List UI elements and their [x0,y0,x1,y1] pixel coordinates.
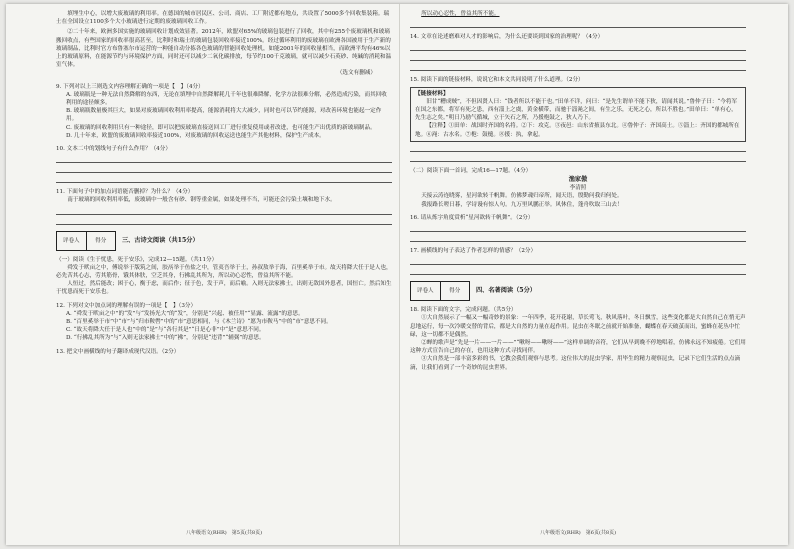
option-d: D. “行拂乱其所为”与“入则无法家拂士”中的“拂”，分别是“违背”“辅弼”的意思。 [66,335,265,342]
page-footer: 八年级语文(RHR) 第6页(共8页) [539,529,617,536]
passage-paragraph: 填埋生中心，以增大废玻璃的利用率。在德国的城市居民区、公司、商店、工厂附近都有地点，共设置了5000多个回收集装箱。瑞士在全国设立1100多个大小玻璃进行定期的废玻璃回收工作。 [56,11,390,26]
option-c: C. 废玻璃的回收利用只有一种途径，即可以把废玻璃直接送回工厂进行重复使用或者改进，也可能生产出优质的新玻璃制品。 [66,124,376,131]
section-title: 三、古诗文阅读（共15分） [122,236,199,244]
option-c: C. “故天将降大任于是人也”中的“是”与“各行其是”“日是心非”中“是”意思不同。 [66,327,265,334]
answer-line[interactable] [410,142,746,152]
answer-line[interactable] [56,173,392,183]
passage-paragraph: ②二十年来，欧洲多国实施的玻璃回收计划成效显著。2012年，欧盟对65%的玻璃包装进行了回收，其中有255个废玻璃机和玻璃搬回收点，有些国家的回收率很高甚至，比利时和瑞士的玻璃包装回收率接近100%。经过循环利用的废玻璃在欧洲各国被用于生产新的玻璃制品，比利时官方布鲁塞尔市运营的一种能自动分拣各色玻璃的智能回收处理机，如能2001年的回收量相当，而欧洲平均有46%以上的玻璃原料，在能源节约与环境保护方面，同时还可以减少二氧化碳排放，每节约100千克玻璃，就可以减少石英砂、纯碱的消耗和温室气体。 [56,29,392,69]
novel-excerpt: ②蝉的歌声是“先是一片——一片——”“啾呀——啾呀——”这样单调的音符，它们从早到晚不停地唱着，仿佛永远不知疲倦。它们用这种方式宣告自己的存在，也用这种方式寻找同伴。 [410,340,746,355]
question-15: 15. 阅读下面的链接材料，说说它和本文共同说明了什么道理。（2分） [410,77,584,84]
score-cell[interactable]: 得分 [95,237,107,244]
part-heading: （一）阅读《生于忧患，死于安乐》，完成12—15题。（共11分） [56,256,218,263]
classical-text: 舜发于畎亩之中，傅说举于版筑之间，胶鬲举于鱼盐之中，管夷吾举于士，孙叔敖举于海，百里奚举于市。故天将降大任于是人也，必先苦其心志，劳其筋骨，饿其体肤，空乏其身，行拂乱其所为，所以动心忍性，曾益其所不能。 [56,264,392,280]
link-material-text: 旧甘“糟成贼”，不但因贤人曰：“钱者所以不能干也。”田单不详，问曰：“是先生谓单不能下狄，请闻其说。”鲁仲子曰：“今将军在国之东都，将军有死之患，西有淄上之虞，黄金横带，而驰于淄渑之间，有生之乐，无死之心，所以不胜也。”田单曰：“单有心，先生志之矣。”明日乃励气循城，立于矢石之所，乃援枹鼓之，狄人乃下。 [415,98,738,122]
left-page [56,10,392,537]
part-heading: （二）阅读下面一首词，完成16—17题。（4分） [410,167,532,174]
section-title: 四、名著阅读（5分） [476,287,536,295]
answer-line[interactable] [410,61,746,71]
answer-line[interactable] [410,222,746,232]
answer-line[interactable] [56,163,392,173]
answer-line[interactable] [410,18,746,28]
novel-excerpt: ①大自然展示了一幅又一幅奇妙的景象：一年四季，花开花谢，草长莺飞，秋风落叶，冬日飘雪，这些变化都是大自然自己在悄无声息地运行，每一次冷暖交替的背后，都是大自然的力量在起作用。昆虫在冬眠之前就开始准备，蝴蝶在春天破茧而出，蜜蜂在花丛中忙碌，这一切都不是偶然。 [410,315,746,338]
score-box [410,281,470,301]
option-b: B. “百里奚举于市”中“市”与“归市鞍辔”中的“市”意思相同，与《木兰诗》“愿为市鞍马”中的“市”意思不同。 [66,319,332,326]
grader-cell: 评卷人 [57,232,87,250]
right-page [410,10,746,537]
link-material-notes: 【注释】①田单：战国时齐国的名将。②下：攻克。③夜邑：山东省掖县东北。④鲁仲子：齐国高士。⑤淄上：齐国的都城所在地。⑥渑：古水名。⑦枹：鼓槌。⑧援：执，拿起。 [415,123,740,138]
classical-text: 人恒过，然后能改；困于心，衡于虑，而后作；征于色，发于声，而后喻。入则无法家拂士，出则无敌国外患者，国恒亡。然后知生于忧患而死于安乐也。 [56,281,392,296]
source-note: （选文有删减） [336,70,376,77]
option-a: A. 玻璃瓶是一种无法自然降解的东西，无论在填埋中自然降解耗几千年也很难降解，化学方法很难分解，必然造成污染，而其回收利用的途径颇多。 [66,91,387,107]
answer-line[interactable] [56,215,392,225]
answer-line[interactable] [410,152,746,162]
section-header [410,281,746,301]
link-material-box [410,87,746,142]
poem-line: 我报路长嗟日暮，学诗谩有惊人句。九万里风鹏正举。风休住，蓬舟吹取三山去！ [421,201,623,208]
score-cell[interactable]: 得分 [449,288,461,295]
option-a: A. “舜发于畎亩之中”的“发”与“发扬光大”的“发”，分别是“兴起、被任用”“显露、流露”的意思。 [66,310,304,317]
question-11-sentence: 南于玻璃的回收利用率低，废玻璃中一般含有砂、钢等重金属，如果处理不当，可能还会污染土壤和地下水。 [67,197,336,204]
answer-line[interactable] [56,153,392,163]
score-box [56,231,116,251]
question-9: 9. 下列对以上三则选文内容理解正确的一项是【 】（4分） [56,83,204,90]
answer-line[interactable] [56,205,392,215]
answer-line[interactable] [410,255,746,265]
poem-title: 渔家傲 [568,176,588,184]
exam-sheet [6,4,788,545]
page-gutter [399,4,400,545]
question-12: 12. 下列对文中加点词的理解有误的一项是【 】（3分） [56,302,197,309]
question-11: 11. 下面句子中的加点词语能否删掉？为什么？（4分） [56,189,194,196]
question-14: 14. 文章在论述磨难对人才的影响后，为什么还要谈到国家的治理呢？（4分） [410,34,604,41]
answer-line[interactable] [410,265,746,275]
option-d: D. 几十年来，欧盟的废玻璃回收率接近100%，对废玻璃的回收运送也能生产其他材料，保护生产成本。 [66,132,325,139]
question-16: 16. 请从炼字角度赏析“星河欲转千帆舞”。（2分） [410,214,534,221]
question-10: 10. 文本二中的划线句子有什么作用？（4分） [56,146,171,153]
answer-line[interactable] [410,41,746,51]
answer-line[interactable] [410,51,746,61]
grader-cell: 评卷人 [411,282,441,300]
question-18: 18. 阅读下面的文字，完成问题。（共5分） [410,307,517,314]
answer-line[interactable] [410,232,746,242]
question-17: 17. 画横线的句子表达了作者怎样的情感？（2分） [410,248,537,255]
poem-author: 李清照 [569,185,587,192]
novel-excerpt: ③大自然是一部丰富多彩的书，它教会我们观察与思考。这位伟大的昆虫学家，用毕生的精力观察昆虫，记录下它们生活的点点滴滴，让我们看到了一个奇妙的昆虫世界。 [410,356,741,371]
option-b: B. 玻璃瓶数量极其巨大，如果对废玻璃回收利用率提高，能源消耗将大大减少，同时也可以节约能源，对改善环境也能起一定作用。 [66,108,382,123]
poem-line: 天接云涛连晓雾，星河欲转千帆舞。仿佛梦魂归帝所，闻天语，殷勤问我归何处。 [421,193,623,200]
translation-sentence: 所以动心忍性，曾益其所不能。 [421,11,500,17]
question-13: 13. 把文中画横线的句子翻译成现代汉语。（2分） [56,348,180,355]
link-material-label: 【链接材料】 [415,90,449,97]
section-header [56,231,392,251]
page-footer: 八年级语文(RHR) 第5页(共8页) [185,529,263,536]
